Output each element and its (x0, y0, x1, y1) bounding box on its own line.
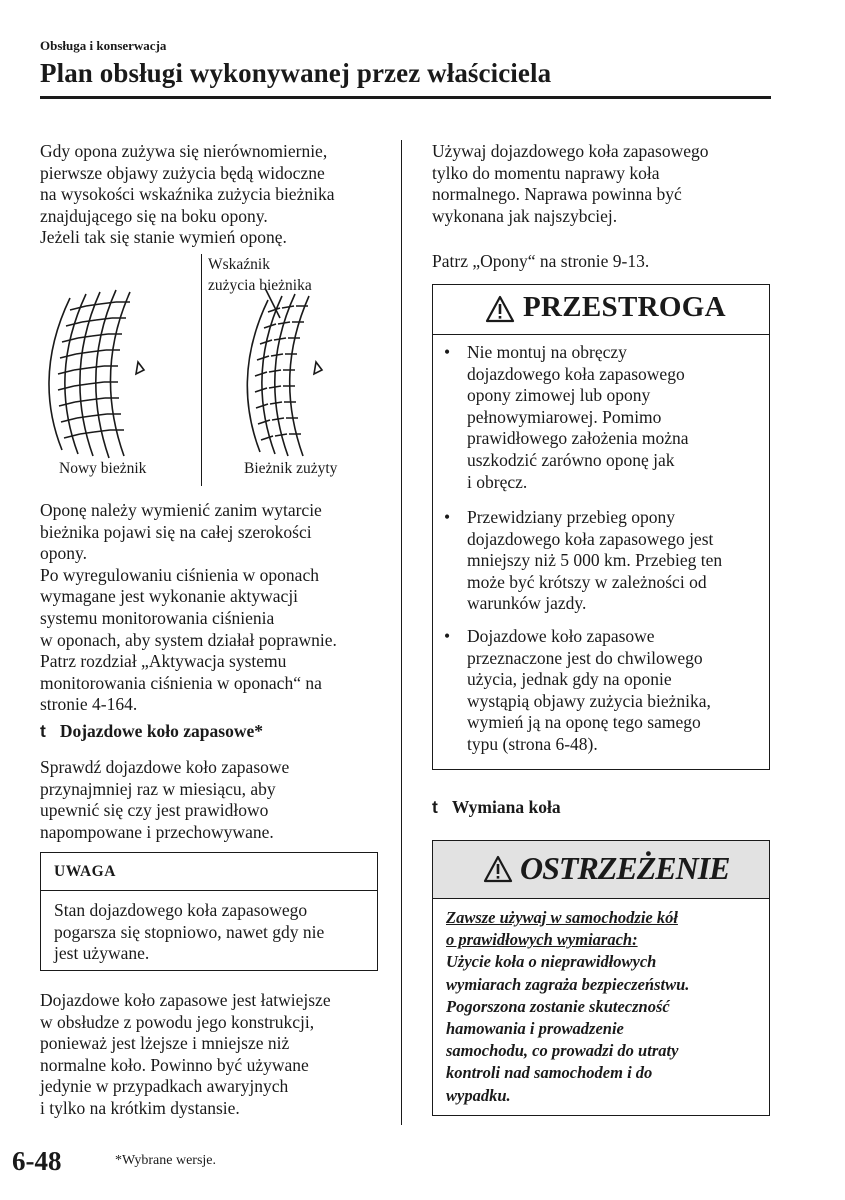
text-line: Gdy opona zużywa się nierównomiernie, (40, 141, 328, 161)
text-line: Używaj dojazdowego koła zapasowego (432, 141, 709, 161)
text-line: Sprawdź dojazdowe koło zapasowe (40, 757, 290, 777)
spare-wheel-heading (40, 721, 263, 742)
text-line: dojazdowego koła zapasowego (467, 363, 685, 384)
caution-item (444, 342, 689, 493)
text-line: i obręcz. (467, 471, 528, 492)
text-line: pierwsze objawy zużycia będą widoczne (40, 162, 325, 183)
title-rule (40, 96, 771, 99)
footnote: *Wybrane wersje. (115, 1153, 217, 1168)
text-line: pogarsza się stopniowo, nawet gdy nie (54, 921, 325, 942)
caution-header (433, 285, 769, 335)
warning-header (433, 841, 769, 899)
wear-indicator-label (208, 254, 312, 296)
warning-triangle-icon (483, 855, 513, 883)
closing-paragraph (40, 990, 331, 1120)
text-line: zużycia bieżnika (208, 277, 312, 294)
text-line: opony. (40, 543, 87, 564)
text-line: tylko do momentu naprawy koła (432, 162, 660, 183)
text-line: monitorowania ciśnienia w oponach“ na (40, 672, 322, 693)
text-line: Dojazdowe koło zapasowe (467, 626, 655, 646)
text-line: Przewidziany przebieg opony (467, 507, 675, 527)
caption-worn-tread: Bieżnik zużyty (244, 460, 338, 477)
note-header (41, 853, 377, 891)
note-title: UWAGA (54, 863, 116, 880)
text-line: Zawsze używaj w samochodzie kół (446, 908, 678, 927)
figure-divider (201, 254, 202, 486)
spare-usage-paragraph (432, 141, 709, 227)
bullet-dot: • (444, 342, 451, 362)
text-line: Użycie koła o nieprawidłowych (446, 952, 657, 972)
text-line: o prawidłowych wymiarach: (446, 930, 638, 950)
caption-new-tread: Nowy bieżnik (59, 460, 147, 477)
text-line: użycia, jednak gdy na oponie (467, 669, 672, 690)
note-box (40, 852, 378, 971)
text-line: i tylko na krótkim dystansie. (40, 1097, 240, 1118)
text-line: Dojazdowe koło zapasowe jest łatwiejsze (40, 990, 331, 1010)
page-title: Plan obsługi wykonywanej przez właściciela (40, 58, 552, 88)
text-line: przeznaczone jest do chwilowego (467, 647, 703, 668)
text-line: jest używane. (54, 943, 150, 964)
wheel-change-heading (432, 797, 561, 818)
text-line: napompowane i przechowywane. (40, 821, 274, 842)
heading-text: Wymiana koła (451, 797, 561, 817)
text-line: Oponę należy wymienić zanim wytarcie (40, 500, 322, 520)
text-line: Patrz rozdział „Aktywacja systemu (40, 651, 287, 672)
text-line: stronie 4-164. (40, 694, 138, 715)
caution-item (444, 507, 723, 615)
text-line: Pogorszona zostanie skuteczność (446, 996, 670, 1016)
caution-title: PRZESTROGA (523, 291, 726, 323)
text-line: samochodu, co prowadzi do utraty (446, 1041, 679, 1061)
text-line: wykonana jak najszybciej. (432, 205, 618, 226)
text-line: pełnowymiarowej. Pomimo (467, 406, 662, 427)
text-line: na wysokości wskaźnika zużycia bieżnika (40, 184, 335, 205)
heading-text: Dojazdowe koło zapasowe* (59, 721, 264, 741)
text-line: Po wyregulowaniu ciśnienia w oponach (40, 564, 319, 585)
page-number: 6-48 (12, 1146, 62, 1176)
text-line: mniejszy niż 5 000 km. Przebieg ten (467, 550, 723, 571)
text-line: jedynie w przypadkach awaryjnych (40, 1076, 289, 1097)
bullet-dot: • (444, 507, 451, 527)
text-line: w obsłudze z powodu jego konstrukcji, (40, 1011, 315, 1032)
text-line: warunków jazdy. (467, 593, 587, 614)
text-line: wymiarach zagraża bezpieczeństwu. (446, 974, 690, 994)
text-line: wypadku. (446, 1085, 511, 1105)
text-line: systemu monitorowania ciśnienia (40, 607, 275, 628)
text-line: dojazdowego koła zapasowego jest (467, 528, 714, 549)
section-marker: t (40, 721, 46, 741)
tires-reference: Patrz „Opony“ na stronie 9-13. (432, 251, 650, 271)
text-line: opony zimowej lub opony (467, 385, 651, 406)
text-line: uszkodzić zarówno oponę jak (467, 449, 675, 470)
warning-body (446, 907, 689, 1107)
text-line: wymagane jest wykonanie aktywacji (40, 586, 299, 607)
text-line: Wskaźnik (208, 256, 270, 273)
warning-title: OSTRZEŻENIE (520, 850, 730, 886)
text-line: prawidłowego założenia można (467, 428, 689, 449)
warning-box (432, 840, 770, 1116)
text-line: kontroli nad samochodem i do (446, 1063, 653, 1083)
text-line: wymień ją na oponę tego samego (467, 712, 701, 733)
column-divider (401, 140, 402, 1125)
text-line: upewnić się czy jest prawidłowo (40, 800, 269, 821)
text-line: normalne koło. Powinno być używane (40, 1054, 309, 1075)
warning-triangle-icon (485, 295, 515, 323)
text-line: przynajmniej raz w miesiącu, aby (40, 778, 276, 799)
text-line: typu (strona 6-48). (467, 733, 598, 754)
text-line: znajdującego się na boku opony. (40, 205, 268, 226)
replacement-paragraph (40, 500, 337, 716)
text-line: w oponach, aby system działał poprawnie. (40, 629, 337, 650)
text-line: bieżnika pojawi się na całej szerokości (40, 521, 312, 542)
text-line: normalnego. Naprawa powinna być (432, 184, 682, 205)
intro-paragraph (40, 141, 334, 249)
text-line: może być krótszy w zależności od (467, 571, 707, 592)
text-line: Nie montuj na obręczy (467, 342, 627, 362)
section-label: Obsługa i konserwacja (40, 38, 167, 53)
text-line: ponieważ jest lżejsze i mniejsze niż (40, 1033, 290, 1054)
spare-paragraph (40, 757, 289, 843)
caution-item (444, 626, 711, 756)
text-line: Jeżeli tak się stanie wymień oponę. (40, 227, 287, 248)
note-body (54, 900, 324, 965)
section-marker: t (432, 797, 438, 817)
caution-box (432, 284, 770, 770)
text-line: wystąpią objawy zużycia bieżnika, (467, 690, 711, 711)
bullet-dot: • (444, 626, 451, 646)
text-line: hamowania i prowadzenie (446, 1019, 624, 1039)
text-line: Stan dojazdowego koła zapasowego (54, 900, 308, 920)
